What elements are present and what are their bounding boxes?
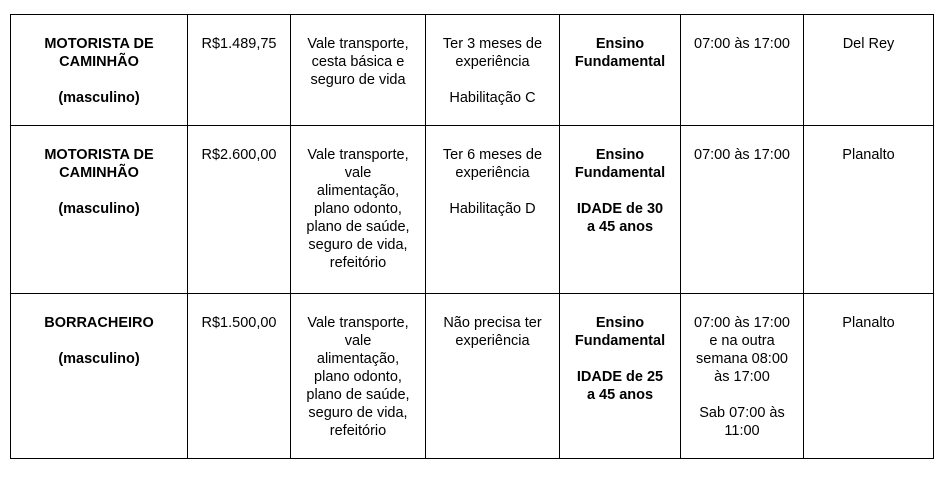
table-row	[11, 15, 934, 126]
salary-cell	[188, 126, 291, 294]
license-label: Habilitação D	[449, 201, 536, 217]
role-line: MOTORISTA DE	[44, 36, 154, 52]
education-cell	[560, 294, 681, 459]
role-line: MOTORISTA DE	[44, 147, 154, 163]
salary-cell	[188, 15, 291, 126]
benefit-line: vale	[344, 333, 372, 349]
education-line: Ensino	[595, 315, 645, 331]
benefits-cell	[291, 15, 426, 126]
location-cell	[804, 294, 934, 459]
gender-label: (masculino)	[58, 90, 140, 106]
salary-cell	[188, 294, 291, 459]
age-requirement-line: a 45 anos	[586, 387, 654, 403]
license-label: Habilitação C	[449, 90, 536, 106]
saturday-hours-line: Sab 07:00 às	[699, 405, 785, 421]
hours-line: e na outra	[709, 333, 775, 349]
role-line: CAMINHÃO	[59, 54, 139, 70]
salary-value: R$1.489,75	[201, 36, 277, 52]
requirements-cell	[426, 15, 560, 126]
location-value: Planalto	[842, 315, 895, 331]
role-cell	[11, 15, 188, 126]
education-line: Fundamental	[574, 54, 666, 70]
benefit-line: alimentação,	[316, 183, 400, 199]
gender-label: (masculino)	[58, 351, 140, 367]
benefit-line: plano odonto,	[314, 369, 402, 385]
benefit-line: seguro de vida,	[308, 237, 408, 253]
benefit-line: plano de saúde,	[306, 219, 410, 235]
role-line: BORRACHEIRO	[44, 315, 154, 331]
hours-line: 07:00 às 17:00	[694, 36, 790, 52]
benefits-cell	[291, 126, 426, 294]
benefits-cell	[291, 294, 426, 459]
requirements-cell	[426, 126, 560, 294]
table-row	[11, 126, 934, 294]
saturday-hours-line: 11:00	[724, 423, 760, 439]
hours-line: 07:00 às 17:00	[694, 147, 790, 163]
hours-cell	[681, 294, 804, 459]
education-cell	[560, 126, 681, 294]
benefit-line: seguro de vida	[310, 72, 406, 88]
education-line: Fundamental	[574, 333, 666, 349]
benefit-line: refeitório	[329, 423, 387, 439]
hours-line: às 17:00	[714, 369, 770, 385]
location-value: Planalto	[842, 147, 895, 163]
benefit-line: seguro de vida,	[308, 405, 408, 421]
benefit-line: cesta básica e	[311, 54, 405, 70]
hours-line: 07:00 às 17:00	[694, 315, 790, 331]
gender-label: (masculino)	[58, 201, 140, 217]
requirement-line: Não precisa ter	[443, 315, 542, 331]
education-line: Ensino	[595, 147, 645, 163]
benefit-line: alimentação,	[316, 351, 400, 367]
age-requirement-line: IDADE de 30	[576, 201, 664, 217]
benefit-line: plano de saúde,	[306, 387, 410, 403]
requirement-line: Ter 6 meses de	[442, 147, 543, 163]
benefit-line: Vale transporte,	[307, 36, 409, 52]
location-cell	[804, 15, 934, 126]
education-line: Ensino	[595, 36, 645, 52]
salary-value: R$2.600,00	[201, 147, 277, 163]
location-value: Del Rey	[842, 36, 895, 52]
benefit-line: vale	[344, 165, 372, 181]
benefit-line: refeitório	[329, 255, 387, 271]
benefit-line: Vale transporte,	[307, 147, 409, 163]
location-cell	[804, 126, 934, 294]
benefit-line: Vale transporte,	[307, 315, 409, 331]
job-listings-table	[10, 14, 934, 459]
requirement-line: experiência	[455, 165, 530, 181]
benefit-line: plano odonto,	[314, 201, 402, 217]
role-cell	[11, 294, 188, 459]
hours-cell	[681, 15, 804, 126]
age-requirement-line: a 45 anos	[586, 219, 654, 235]
education-line: Fundamental	[574, 165, 666, 181]
hours-cell	[681, 126, 804, 294]
requirement-line: experiência	[455, 54, 530, 70]
salary-value: R$1.500,00	[201, 315, 277, 331]
requirement-line: experiência	[455, 333, 530, 349]
requirement-line: Ter 3 meses de	[442, 36, 543, 52]
education-cell	[560, 15, 681, 126]
age-requirement-line: IDADE de 25	[576, 369, 664, 385]
role-line: CAMINHÃO	[59, 165, 139, 181]
hours-line: semana 08:00	[696, 351, 788, 367]
requirements-cell	[426, 294, 560, 459]
role-cell	[11, 126, 188, 294]
table-row	[11, 294, 934, 459]
